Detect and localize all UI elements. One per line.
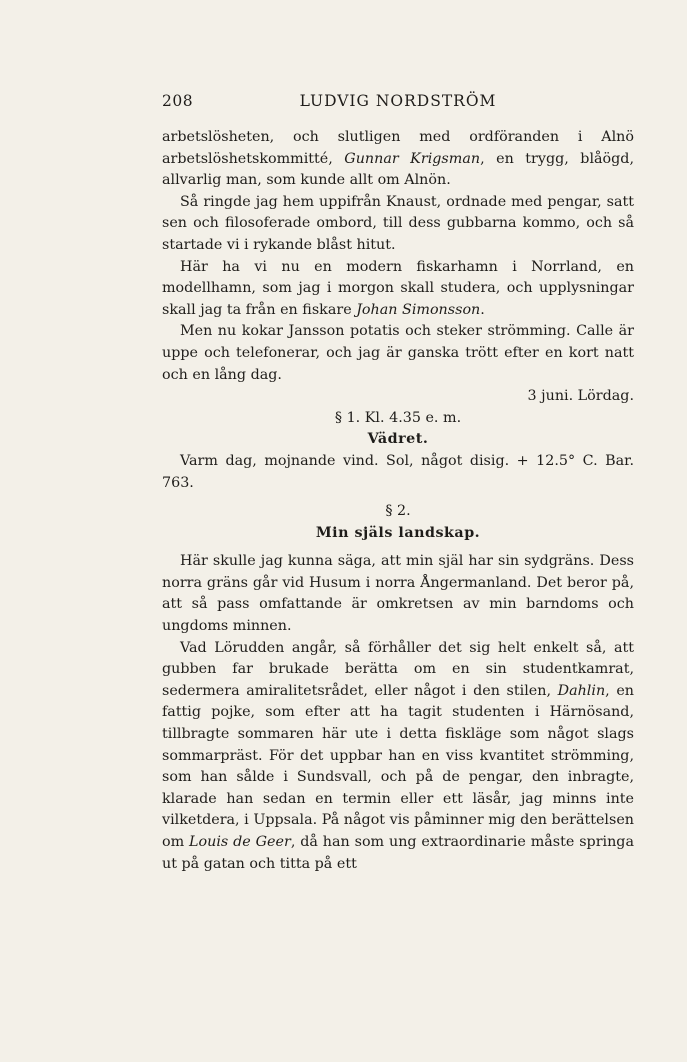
section-title: Vädret.: [367, 431, 429, 448]
body-text: [162, 127, 634, 875]
person-name: Dahlin: [557, 682, 606, 699]
paragraph: Här ha vi nu en modern fiskarhamn i Norrland, en modellhamn, som jag i morgon skall studera, och upplysningar skall jag ta från en fiskare Johan Simonsson.: [162, 258, 634, 318]
section-heading: § 1. Kl. 4.35 e. m.: [334, 409, 462, 426]
page-header: [162, 92, 634, 116]
paragraph: arbetslösheten, och slutligen med ordföranden i Alnö arbetslöshetskommitté, Gunnar Krigsman, en trygg, blåögd, allvarlig man, som kunde allt om Alnön.: [162, 129, 634, 189]
paragraph: Vad Lörudden angår, så förhåller det sig helt enkelt så, att gubben far brukade berätta om en sin studentkamrat, sedermera amiralitetsrådet, eller något i den stilen, Dahlin, en fattig pojke, som efter att ha tagit studenten i Härnösand, tillbragte sommaren här ute i detta fiskläge som något slags sommarpräst. För det uppbar han en viss kvantitet strömming, som han sålde i Sundsvall, och på de pengar, den inbragte, klarade han sedan en termin eller ett läsår, jag minns inte vilketdera, i Uppsala. På något vis påminner mig den berättelsen om Louis de Geer, då han som ung extraordinarie måste springa ut på gatan och titta på ett: [162, 639, 634, 872]
page-number: 208: [162, 92, 194, 110]
running-title: LUDVIG NORDSTRÖM: [299, 92, 497, 110]
section-heading: § 2.: [385, 503, 411, 520]
person-name: Johan Simonsson: [356, 301, 481, 318]
section-title: Min själs landskap.: [315, 524, 481, 541]
weather-report: Varm dag, mojnande vind. Sol, något disig. + 12.5° C. Bar. 763.: [162, 452, 634, 491]
paragraph: Så ringde jag hem uppifrån Knaust, ordnade med pengar, satt sen och filosoferade ombord, till dess gubbarna kommo, och så startade vi i rykande blåst hitut.: [162, 193, 634, 253]
paragraph: Men nu kokar Jansson potatis och steker strömming. Calle är uppe och telefonerar, och jag är ganska trött efter en kort natt och en lång dag.: [162, 323, 634, 383]
entry-date: 3 juni. Lördag.: [527, 388, 634, 405]
book-page: [162, 92, 634, 875]
paragraph: Här skulle jag kunna säga, att min själ har sin sydgräns. Dess norra gräns går vid Husum i norra Ångermanland. Det beror på, att så pass omfattande är omkretsen av min barndoms och ungdoms minnen.: [162, 553, 634, 635]
person-name: Gunnar Krigsman: [344, 150, 481, 167]
person-name: Louis de Geer: [189, 834, 291, 850]
